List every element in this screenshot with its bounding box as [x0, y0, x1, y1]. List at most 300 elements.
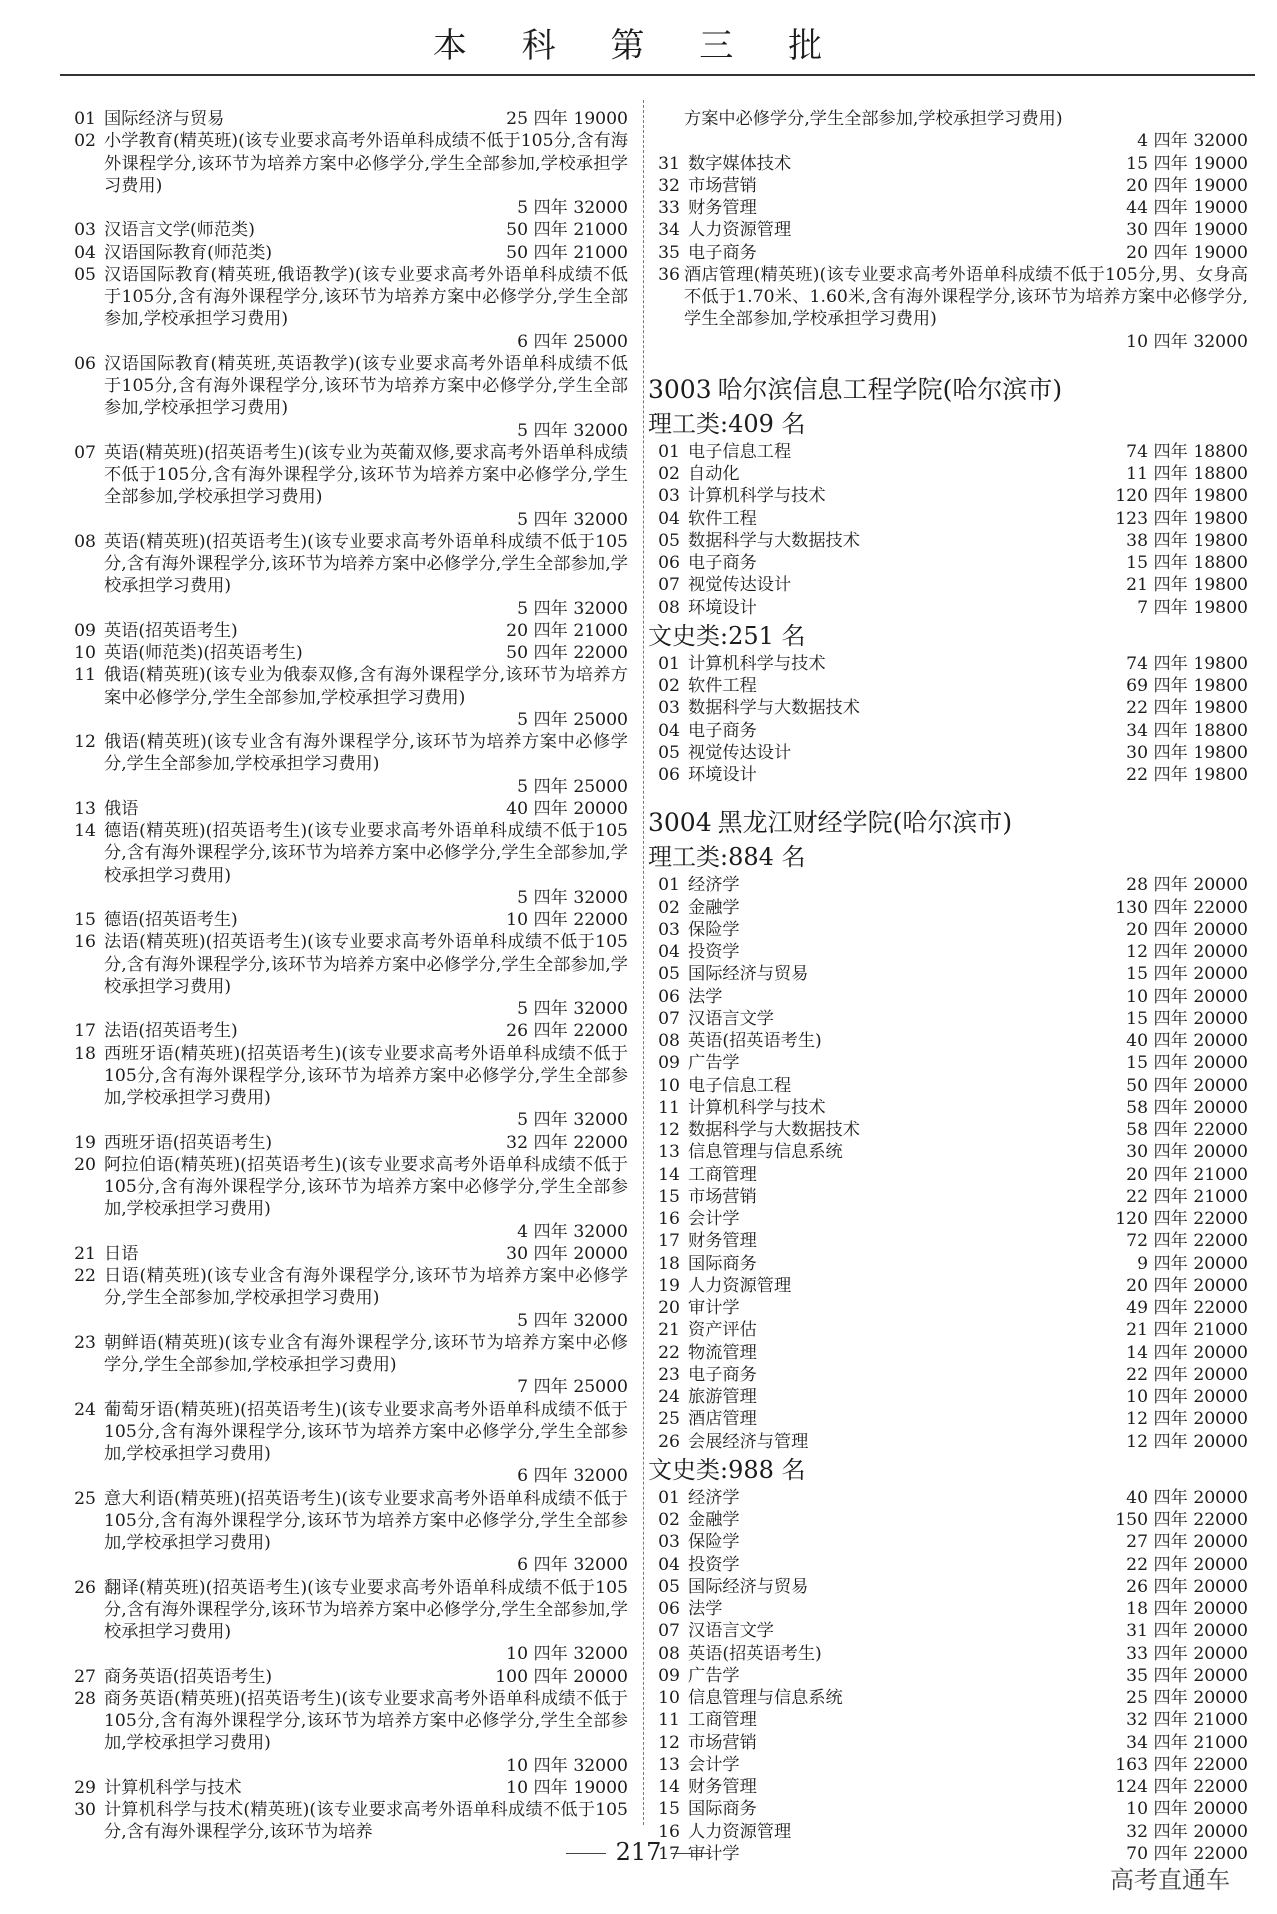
right-column — [648, 108, 1248, 1865]
program-number: 26 — [74, 1577, 96, 1598]
program-number: 25 — [74, 1488, 96, 1509]
program-name: 视觉传达设计 — [688, 742, 792, 763]
program-description: 阿拉伯语(精英班)(招英语考生)(该专业要求高考外语单科成绩不低于105分,含有海外课程学分,该环节为培养方案中必修学分,学生全部参加,学校承担学习费用) — [104, 1154, 628, 1220]
program-name: 电子信息工程 — [688, 441, 792, 462]
program-entry — [68, 620, 628, 642]
program-name: 法语(招英语考生) — [104, 1021, 238, 1042]
program-number: 10 — [74, 643, 96, 663]
program-entry — [68, 108, 628, 130]
program-number: 07 — [74, 442, 96, 463]
program-plan: 18 四年 20000 — [1126, 1599, 1248, 1619]
program-entry — [68, 1488, 628, 1577]
program-number: 22 — [658, 1342, 680, 1363]
program-entry — [648, 1230, 1248, 1252]
program-entry — [648, 441, 1248, 463]
program-entry — [68, 1777, 628, 1799]
program-description: 汉语国际教育(精英班,英语教学)(该专业要求高考外语单科成绩不低于105分,含有海外课程学分,该环节为培养方案中必修学分,学生全部参加,学校承担学习费用) — [104, 353, 628, 419]
program-description: 俄语(精英班)(该专业为俄泰双修,含有海外课程学分,该环节为培养方案中必修学分,学生全部参加,学校承担学习费用) — [104, 665, 628, 708]
program-number: 09 — [74, 620, 96, 641]
program-number: 02 — [658, 464, 680, 484]
program-number: 03 — [658, 486, 680, 507]
program-number: 01 — [658, 441, 680, 462]
program-entry — [648, 508, 1248, 530]
program-plan: 22 四年 20000 — [1126, 1554, 1248, 1575]
program-plan: 50 四年 21000 — [506, 220, 628, 241]
page-number-footer — [0, 1838, 1277, 1866]
school-header — [648, 806, 1248, 840]
program-plan: 31 四年 20000 — [1126, 1621, 1248, 1642]
program-number: 01 — [74, 109, 96, 129]
program-plan: 20 四年 20000 — [1126, 919, 1248, 940]
program-plan: 15 四年 18800 — [1126, 553, 1248, 573]
program-description: 俄语(精英班)(该专业含有海外课程学分,该环节为培养方案中必修学分,学生全部参加,学校承担学习费用) — [104, 732, 628, 775]
program-entry — [648, 530, 1248, 552]
program-number: 11 — [74, 665, 96, 686]
program-name: 电子商务 — [688, 553, 757, 573]
program-number: 16 — [658, 1821, 680, 1842]
program-number: 05 — [658, 964, 680, 985]
program-plan: 25 四年 19000 — [506, 109, 628, 129]
program-number: 14 — [74, 821, 96, 841]
program-entry — [68, 931, 628, 1020]
program-entry — [68, 1243, 628, 1265]
program-description: 计算机科学与技术(精英班)(该专业要求高考外语单科成绩不低于105分,含有海外课程学分,该环节为培养 — [104, 1800, 628, 1843]
program-number: 13 — [658, 1142, 680, 1163]
program-entry — [68, 130, 628, 219]
program-entry — [648, 1598, 1248, 1620]
program-plan: 33 四年 20000 — [1126, 1643, 1248, 1664]
program-number: 02 — [658, 897, 680, 918]
program-name: 软件工程 — [688, 508, 757, 529]
program-plan: 5 四年 32000 — [517, 1110, 628, 1131]
program-plan: 40 四年 20000 — [1126, 1487, 1248, 1508]
program-number: 19 — [658, 1275, 680, 1296]
program-name: 数据科学与大数据技术 — [688, 530, 860, 551]
program-number: 09 — [658, 1053, 680, 1074]
program-number: 11 — [658, 1097, 680, 1118]
program-plan: 50 四年 20000 — [1126, 1075, 1248, 1096]
program-plan: 40 四年 20000 — [1126, 1031, 1248, 1051]
program-entry — [648, 874, 1248, 896]
program-entry — [648, 1119, 1248, 1141]
program-entry — [68, 1399, 628, 1488]
program-plan: 5 四年 32000 — [517, 420, 628, 441]
program-entry — [648, 485, 1248, 507]
program-description: 酒店管理(精英班)(该专业要求高考外语单科成绩不低于105分,男、女身高不低于1.70米、1.60米,含有海外课程学分,该环节为培养方案中必修学分,学生全部参加,学校承担学习费用) — [684, 264, 1248, 330]
program-number: 32 — [658, 175, 680, 196]
program-entry — [648, 1709, 1248, 1731]
program-entry — [68, 442, 628, 531]
program-description: 日语(精英班)(该专业含有海外课程学分,该环节为培养方案中必修学分,学生全部参加,学校承担学习费用) — [104, 1266, 628, 1309]
program-plan: 15 四年 20000 — [1126, 964, 1248, 985]
program-entry — [648, 1408, 1248, 1430]
program-entry — [648, 1052, 1248, 1074]
program-number: 11 — [658, 1710, 680, 1731]
program-number: 27 — [74, 1666, 96, 1687]
program-entry — [648, 1643, 1248, 1665]
program-number: 10 — [658, 1688, 680, 1708]
program-entry — [68, 820, 628, 909]
program-entry — [648, 1620, 1248, 1642]
program-entry — [648, 1164, 1248, 1186]
program-entry — [648, 153, 1248, 175]
program-name: 日语 — [104, 1243, 139, 1264]
program-plan: 15 四年 20000 — [1126, 1008, 1248, 1029]
program-name: 商务英语(招英语考生) — [104, 1666, 273, 1687]
program-plan: 130 四年 22000 — [1115, 897, 1248, 918]
program-number: 31 — [658, 153, 680, 174]
program-name: 会计学 — [688, 1209, 740, 1229]
program-number: 06 — [658, 553, 680, 573]
program-number: 08 — [658, 1031, 680, 1051]
program-name: 视觉传达设计 — [688, 575, 792, 596]
program-plan: 163 四年 22000 — [1115, 1754, 1248, 1775]
program-plan: 10 四年 19000 — [506, 1777, 628, 1798]
program-plan: 15 四年 19000 — [1126, 153, 1248, 174]
program-name: 计算机科学与技术 — [688, 653, 826, 674]
program-name: 计算机科学与技术 — [688, 486, 826, 507]
program-entry — [648, 1431, 1248, 1453]
program-number: 29 — [74, 1777, 96, 1798]
program-entry — [648, 197, 1248, 219]
program-plan: 44 四年 19000 — [1126, 198, 1248, 218]
program-number: 19 — [74, 1132, 96, 1153]
program-entry — [648, 1075, 1248, 1097]
program-entry — [648, 742, 1248, 764]
category-heading: 文史类:988 名 — [648, 1455, 806, 1484]
program-plan: 4 四年 32000 — [517, 1221, 628, 1242]
program-name: 环境设计 — [688, 765, 757, 785]
school-name: 黑龙江财经学院(哈尔滨市) — [717, 808, 1013, 838]
program-entry — [648, 1097, 1248, 1119]
program-number: 12 — [658, 1732, 680, 1753]
program-plan: 5 四年 32000 — [517, 999, 628, 1019]
program-entry — [648, 1687, 1248, 1709]
program-entry — [648, 1509, 1248, 1531]
program-plan: 6 四年 25000 — [517, 331, 628, 352]
program-plan: 20 四年 21000 — [506, 620, 628, 641]
program-plan: 32 四年 21000 — [1126, 1710, 1248, 1731]
program-name: 资产评估 — [688, 1320, 757, 1341]
program-entry — [648, 1487, 1248, 1509]
program-entry — [648, 242, 1248, 264]
program-plan: 120 四年 19800 — [1115, 486, 1248, 507]
program-entry — [648, 919, 1248, 941]
program-number: 17 — [658, 1231, 680, 1252]
program-description: 汉语国际教育(精英班,俄语教学)(该专业要求高考外语单科成绩不低于105分,含有海外课程学分,该环节为培养方案中必修学分,学生全部参加,学校承担学习费用) — [104, 264, 628, 330]
program-plan: 6 四年 32000 — [517, 1555, 628, 1576]
program-plan: 9 四年 20000 — [1137, 1253, 1248, 1274]
program-number: 15 — [658, 1186, 680, 1207]
program-entry — [648, 720, 1248, 742]
program-entry — [648, 1342, 1248, 1364]
program-number: 20 — [74, 1154, 96, 1175]
program-entry — [68, 1132, 628, 1154]
program-name: 保险学 — [688, 1532, 740, 1553]
program-entry — [648, 1030, 1248, 1052]
program-number: 13 — [658, 1754, 680, 1775]
program-plan: 5 四年 32000 — [517, 1310, 628, 1331]
program-name: 电子商务 — [688, 1364, 757, 1385]
program-entry — [648, 175, 1248, 197]
program-number: 04 — [74, 242, 96, 263]
program-plan: 26 四年 20000 — [1126, 1576, 1248, 1597]
program-number: 23 — [74, 1332, 96, 1353]
program-plan: 10 四年 32000 — [506, 1755, 628, 1776]
title-rule — [60, 74, 1255, 76]
program-number: 03 — [658, 1532, 680, 1553]
left-column — [68, 108, 628, 1844]
program-entry — [648, 1531, 1248, 1553]
program-entry — [648, 1754, 1248, 1776]
program-plan: 5 四年 32000 — [517, 198, 628, 218]
program-plan: 120 四年 22000 — [1115, 1209, 1248, 1229]
program-name: 计算机科学与技术 — [104, 1777, 242, 1798]
program-number: 05 — [658, 742, 680, 763]
program-name: 经济学 — [688, 1487, 740, 1508]
program-number: 03 — [74, 220, 96, 241]
program-plan: 40 四年 20000 — [506, 798, 628, 819]
program-entry — [648, 1364, 1248, 1386]
program-name: 信息管理与信息系统 — [688, 1688, 843, 1708]
program-number: 06 — [658, 1599, 680, 1619]
program-plan: 14 四年 20000 — [1126, 1342, 1248, 1363]
program-plan: 25 四年 20000 — [1126, 1688, 1248, 1708]
program-name: 国际商务 — [688, 1799, 757, 1820]
program-plan: 5 四年 32000 — [517, 509, 628, 530]
program-number: 02 — [74, 131, 96, 152]
program-plan: 5 四年 32000 — [517, 598, 628, 619]
program-plan: 123 四年 19800 — [1115, 508, 1248, 529]
program-entry — [648, 675, 1248, 697]
program-plan: 7 四年 25000 — [517, 1377, 628, 1398]
program-name: 国际商务 — [688, 1253, 757, 1274]
program-plan: 30 四年 20000 — [506, 1243, 628, 1264]
program-number: 21 — [74, 1243, 96, 1264]
program-number: 20 — [658, 1298, 680, 1318]
program-entry — [648, 463, 1248, 485]
program-entry — [68, 1332, 628, 1399]
program-description: 翻译(精英班)(招英语考生)(该专业要求高考外语单科成绩不低于105分,含有海外课程学分,该环节为培养方案中必修学分,学生全部参加,学校承担学习费用) — [104, 1577, 628, 1642]
program-name: 会展经济与管理 — [688, 1431, 809, 1452]
program-name: 人力资源管理 — [688, 1821, 792, 1842]
program-plan: 28 四年 20000 — [1126, 875, 1248, 896]
program-number: 05 — [74, 264, 96, 285]
program-number: 03 — [658, 698, 680, 719]
program-number: 16 — [74, 932, 96, 953]
column-divider — [643, 100, 644, 1825]
program-entry — [648, 1665, 1248, 1687]
program-entry — [648, 219, 1248, 241]
program-plan: 150 四年 22000 — [1115, 1510, 1248, 1530]
program-plan: 20 四年 19000 — [1126, 175, 1248, 196]
program-plan: 10 四年 20000 — [1126, 986, 1248, 1007]
program-number: 12 — [74, 732, 96, 752]
program-entry — [648, 1141, 1248, 1163]
program-name: 经济学 — [688, 875, 740, 896]
program-number: 07 — [658, 575, 680, 596]
program-plan: 10 四年 20000 — [1126, 1799, 1248, 1820]
program-name: 汉语国际教育(师范类) — [104, 242, 273, 263]
program-description: 法语(精英班)(招英语考生)(该专业要求高考外语单科成绩不低于105分,含有海外课程学分,该环节为培养方案中必修学分,学生全部参加,学校承担学习费用) — [104, 932, 628, 997]
program-number: 17 — [74, 1021, 96, 1042]
program-number: 12 — [658, 1120, 680, 1140]
program-number: 23 — [658, 1364, 680, 1385]
watermark-logo: 高考直通车 — [1110, 1866, 1230, 1894]
program-description: 方案中必修学分,学生全部参加,学校承担学习费用) — [684, 109, 1063, 129]
program-entry — [68, 1020, 628, 1042]
program-plan: 22 四年 19800 — [1126, 698, 1248, 719]
program-plan: 30 四年 19000 — [1126, 220, 1248, 241]
program-name: 计算机科学与技术 — [688, 1097, 826, 1118]
program-number: 24 — [74, 1399, 96, 1420]
program-plan: 100 四年 20000 — [495, 1666, 628, 1687]
program-name: 汉语言文学(师范类) — [104, 220, 255, 241]
program-name: 电子商务 — [688, 242, 757, 263]
program-number: 04 — [658, 942, 680, 962]
program-plan: 12 四年 20000 — [1126, 942, 1248, 962]
program-name: 俄语 — [104, 798, 139, 819]
program-name: 汉语言文学 — [688, 1008, 774, 1029]
program-description: 朝鲜语(精英班)(该专业含有海外课程学分,该环节为培养方案中必修学分,学生全部参加,学校承担学习费用) — [104, 1332, 628, 1375]
program-entry — [68, 353, 628, 442]
program-entry — [68, 1799, 628, 1844]
program-entry — [648, 1319, 1248, 1341]
program-name: 金融学 — [688, 897, 740, 918]
category-heading: 理工类:409 名 — [648, 409, 806, 438]
program-name: 英语(招英语考生) — [104, 620, 238, 641]
program-plan: 30 四年 20000 — [1126, 1142, 1248, 1163]
program-plan: 5 四年 25000 — [517, 709, 628, 730]
program-description: 西班牙语(精英班)(招英语考生)(该专业要求高考外语单科成绩不低于105分,含有海外课程学分,该环节为培养方案中必修学分,学生全部参加,学校承担学习费用) — [104, 1043, 628, 1108]
program-number: 07 — [658, 1008, 680, 1029]
program-name: 会计学 — [688, 1754, 740, 1775]
program-plan: 20 四年 21000 — [1126, 1164, 1248, 1185]
program-number: 34 — [658, 220, 680, 241]
program-number: 28 — [74, 1688, 96, 1709]
program-number: 08 — [658, 597, 680, 618]
program-name: 环境设计 — [688, 597, 757, 618]
program-name: 英语(师范类)(招英语考生) — [104, 643, 303, 663]
program-plan: 27 四年 20000 — [1126, 1532, 1248, 1553]
program-number: 15 — [658, 1799, 680, 1820]
program-number: 35 — [658, 242, 680, 263]
program-entry — [648, 1798, 1248, 1820]
program-number: 14 — [658, 1777, 680, 1797]
program-number: 08 — [658, 1643, 680, 1664]
program-name: 国际经济与贸易 — [104, 109, 225, 129]
program-entry — [648, 1732, 1248, 1754]
program-entry — [68, 664, 628, 731]
footer-dash-right — [671, 1853, 711, 1854]
program-entry — [648, 653, 1248, 675]
program-name: 英语(招英语考生) — [688, 1643, 822, 1664]
program-number: 14 — [658, 1164, 680, 1185]
program-plan: 38 四年 19800 — [1126, 530, 1248, 551]
program-description: 小学教育(精英班)(该专业要求高考外语单科成绩不低于105分,含有海外课程学分,该环节为培养方案中必修学分,学生全部参加,学校承担学习费用) — [104, 131, 628, 196]
program-name: 数字媒体技术 — [688, 153, 792, 174]
program-name: 人力资源管理 — [688, 1275, 792, 1296]
program-entry — [648, 1297, 1248, 1319]
program-plan: 22 四年 21000 — [1126, 1186, 1248, 1207]
program-entry — [68, 1666, 628, 1688]
program-number: 17 — [658, 1843, 680, 1864]
program-number: 01 — [658, 653, 680, 674]
program-plan: 15 四年 20000 — [1126, 1053, 1248, 1074]
program-plan: 34 四年 21000 — [1126, 1732, 1248, 1753]
program-name: 审计学 — [688, 1843, 740, 1864]
program-number: 33 — [658, 198, 680, 218]
program-name: 西班牙语(招英语考生) — [104, 1132, 273, 1153]
program-entry — [648, 574, 1248, 596]
program-description: 意大利语(精英班)(招英语考生)(该专业要求高考外语单科成绩不低于105分,含有海外课程学分,该环节为培养方案中必修学分,学生全部参加,学校承担学习费用) — [104, 1488, 628, 1553]
program-name: 广告学 — [688, 1665, 740, 1686]
program-number: 18 — [74, 1043, 96, 1064]
program-plan: 26 四年 22000 — [506, 1021, 628, 1042]
program-plan: 12 四年 20000 — [1126, 1431, 1248, 1452]
program-name: 酒店管理 — [688, 1409, 757, 1430]
program-entry — [648, 1208, 1248, 1230]
program-name: 旅游管理 — [688, 1387, 757, 1407]
program-number: 04 — [658, 720, 680, 741]
program-entry — [68, 1688, 628, 1777]
program-plan: 22 四年 20000 — [1126, 1364, 1248, 1385]
program-plan: 21 四年 21000 — [1126, 1320, 1248, 1341]
program-number: 06 — [658, 986, 680, 1007]
program-entry — [648, 897, 1248, 919]
program-number: 08 — [74, 531, 96, 552]
program-name: 工商管理 — [688, 1710, 757, 1731]
program-description: 德语(精英班)(招英语考生)(该专业要求高考外语单科成绩不低于105分,含有海外课程学分,该环节为培养方案中必修学分,学生全部参加,学校承担学习费用) — [104, 821, 628, 886]
program-entry — [68, 1043, 628, 1132]
program-name: 软件工程 — [688, 676, 757, 696]
program-entry — [68, 219, 628, 241]
program-number: 04 — [658, 1554, 680, 1575]
program-number: 01 — [658, 1487, 680, 1508]
program-plan: 32 四年 22000 — [506, 1132, 628, 1153]
program-plan: 10 四年 32000 — [506, 1644, 628, 1665]
school-name: 哈尔滨信息工程学院(哈尔滨市) — [717, 374, 1063, 404]
program-number: 24 — [658, 1387, 680, 1407]
program-number: 36 — [658, 264, 680, 285]
program-name: 财务管理 — [688, 1231, 757, 1252]
program-name: 电子信息工程 — [688, 1075, 792, 1096]
program-name: 人力资源管理 — [688, 220, 792, 241]
program-name: 工商管理 — [688, 1164, 757, 1185]
program-entry — [648, 108, 1248, 153]
program-number: 09 — [658, 1665, 680, 1686]
program-plan: 22 四年 19800 — [1126, 765, 1248, 785]
program-number: 05 — [658, 1576, 680, 1597]
program-number: 02 — [658, 676, 680, 696]
program-name: 国际经济与贸易 — [688, 964, 809, 985]
program-entry — [648, 264, 1248, 353]
program-number: 26 — [658, 1431, 680, 1452]
program-number: 01 — [658, 875, 680, 896]
program-name: 数据科学与大数据技术 — [688, 698, 860, 719]
program-name: 广告学 — [688, 1053, 740, 1074]
program-plan: 34 四年 18800 — [1126, 720, 1248, 741]
program-name: 汉语言文学 — [688, 1621, 774, 1642]
program-entry — [648, 1186, 1248, 1208]
program-description: 葡萄牙语(精英班)(招英语考生)(该专业要求高考外语单科成绩不低于105分,含有海外课程学分,该环节为培养方案中必修学分,学生全部参加,学校承担学习费用) — [104, 1399, 628, 1464]
program-plan: 72 四年 22000 — [1126, 1231, 1248, 1252]
program-plan: 11 四年 18800 — [1126, 464, 1248, 484]
program-name: 法学 — [688, 986, 723, 1007]
program-plan: 32 四年 20000 — [1126, 1821, 1248, 1842]
program-name: 财务管理 — [688, 1777, 757, 1797]
program-plan: 5 四年 32000 — [517, 887, 628, 908]
